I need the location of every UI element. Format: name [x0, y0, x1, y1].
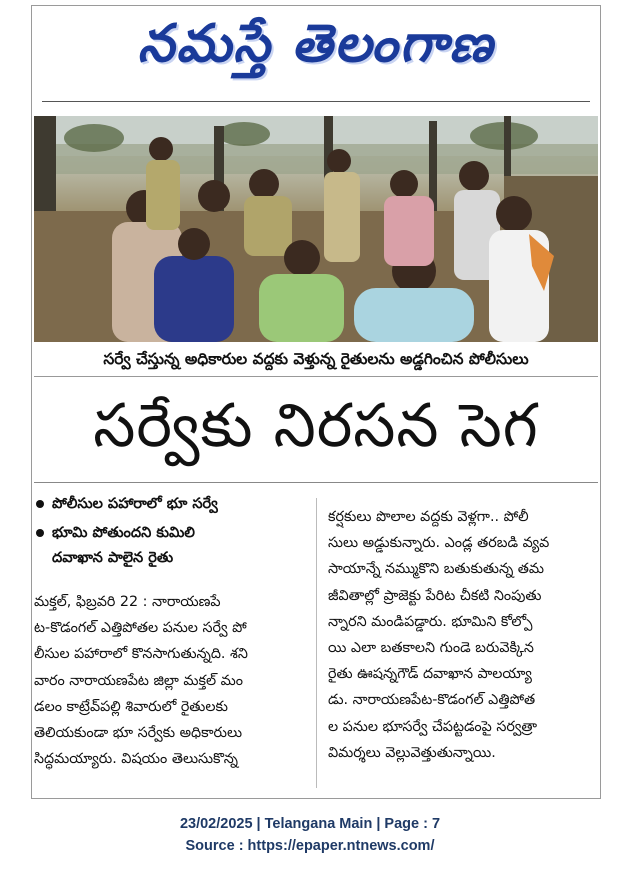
highlights-list: [34, 492, 310, 575]
bullet-icon: [36, 529, 44, 537]
page-footer: [0, 813, 620, 857]
article-line: మక్తల్, ఫిబ్రవరి 22 : నారాయణపే: [34, 594, 221, 610]
article-line: సులు అడ్డుకున్నారు. ఎండ్ల తరబడి వ్యవ: [328, 535, 550, 552]
source-link[interactable]: Source : https://epaper.ntnews.com/: [185, 838, 435, 854]
highlight-line: భూమి పోతుందని కుమిలి: [52, 525, 195, 541]
article-line: వారం నారాయణపేట జిల్లా మక్తల్ మం: [34, 672, 244, 689]
highlight-item: [34, 492, 310, 517]
masthead-logo: నమస్తే తెలంగాణ: [137, 14, 495, 74]
article-line: యి ఎలా బతకాలని గుండె బరువెక్కిన: [328, 640, 534, 657]
article-line: న్నారని మండిపడ్డారు. భూమిని కోల్పో: [328, 613, 533, 630]
bullet-icon: [36, 500, 44, 508]
article-column-left: [34, 589, 304, 772]
article-line: డు. నారాయణపేట-కొడంగల్ ఎత్తిపోత: [328, 692, 536, 709]
edition-info: 23/02/2025 | Telangana Main | Page : 7: [179, 816, 441, 832]
crowd-photo-illustration: [34, 116, 598, 342]
article-column-right: [328, 504, 598, 766]
news-photo: [34, 116, 598, 342]
article-line: సాయాన్నే నమ్ముకొని బతుకుతున్న తమ: [328, 561, 545, 578]
column-divider: [316, 498, 317, 788]
article-line: విమర్శలు వెల్లువెత్తుతున్నాయి.: [328, 744, 496, 761]
masthead-rule: [42, 101, 590, 102]
article-line: సిద్ధమయ్యారు. విషయం తెలుసుకొన్న: [34, 751, 238, 768]
article-line: ట-కొడంగల్ ఎత్తిపోతల పనుల సర్వే పో: [34, 620, 247, 637]
news-clipping: [31, 5, 601, 799]
highlight-line: దవాఖాన పాలైన రైతు: [52, 550, 174, 566]
article-line: లీసుల పహారాలో కొనసాగుతున్నది. శని: [34, 646, 248, 663]
headline: సర్వేకు నిరసన సెగ: [93, 391, 539, 461]
article-line: తెలియకుండా భూ సర్వేకు అధికారులు: [34, 725, 243, 742]
masthead: [32, 8, 600, 96]
article-line: డలం కాట్రేవ్‌పల్లి శివారులో రైతులకు: [34, 698, 228, 715]
article-line: కర్షకులు పొలాల వద్దకు వెళ్లగా.. పోలీ: [328, 509, 529, 525]
highlight-item: [34, 521, 310, 571]
article-line: ల పనుల భూసర్వే చేపట్టడంపై సర్వత్రా: [328, 718, 538, 735]
article-line: జీవితాల్లో ప్రాజెక్టు పేరిట చీకటి నింపుతు: [328, 587, 542, 604]
headline-rule: [34, 482, 598, 483]
photo-caption: సర్వే చేస్తున్న అధికారుల వద్దకు వెళ్తున్న రైతులను అడ్డగించిన పోలీసులు: [34, 342, 598, 377]
article-line: రైతు ఊషన్నగౌడ్ దవాఖాన పాలయ్యా: [328, 666, 532, 683]
highlight-line: పోలీసుల పహారాలో భూ సర్వే: [52, 496, 218, 512]
